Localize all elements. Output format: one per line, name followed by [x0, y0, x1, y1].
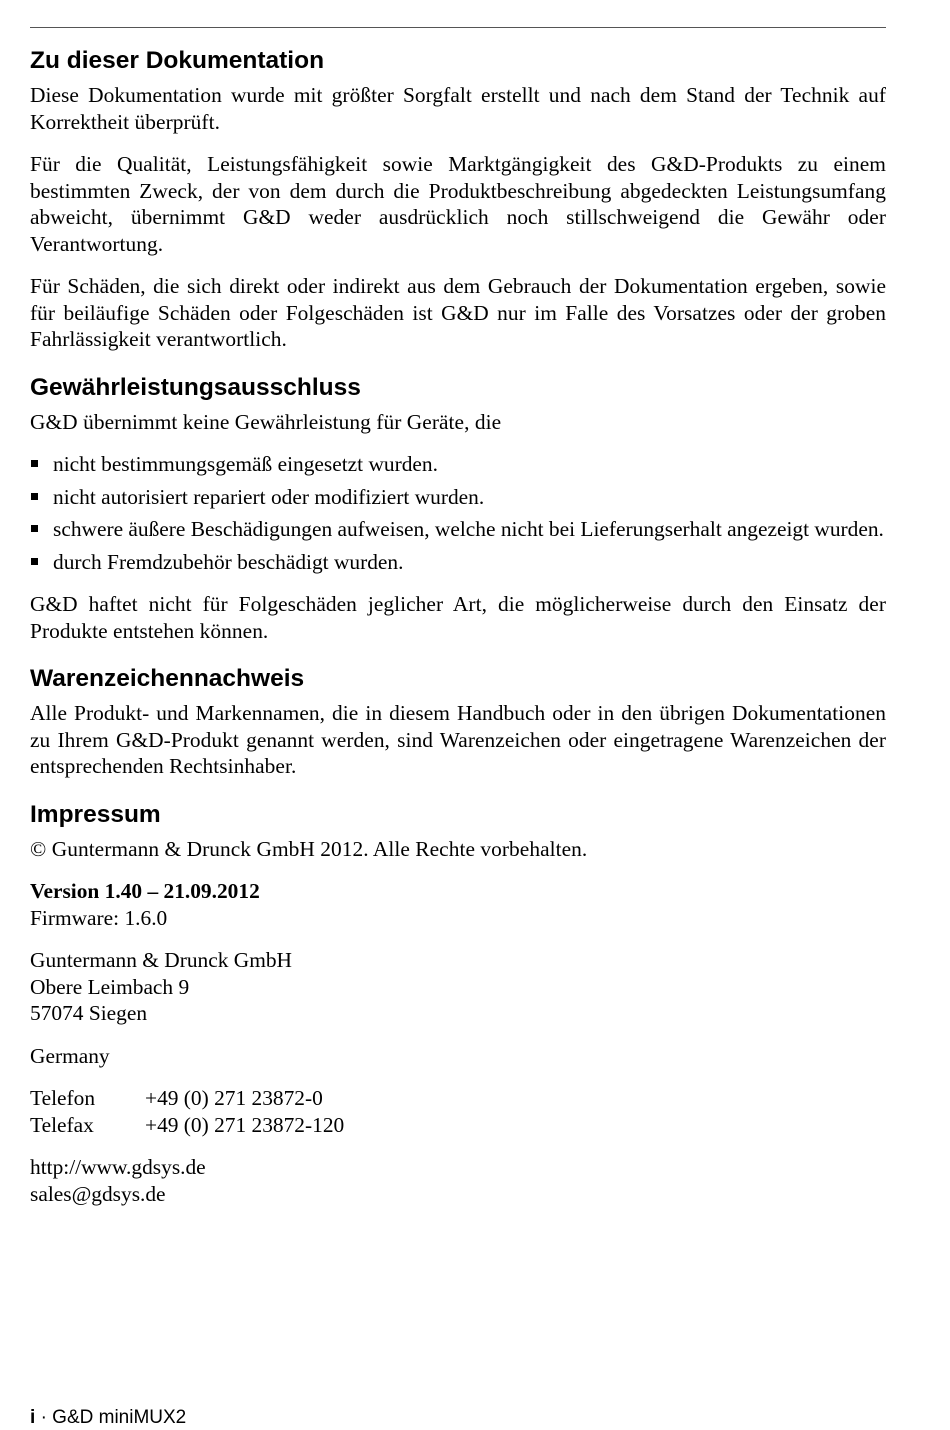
- list-item: durch Fremdzubehör beschädigt wurden.: [30, 549, 886, 576]
- bullet-icon: [31, 525, 38, 532]
- page-number: i: [30, 1407, 36, 1428]
- bullet-icon: [31, 558, 38, 565]
- city: 57074 Siegen: [30, 1001, 148, 1025]
- website-link[interactable]: http://www.gdsys.de: [30, 1155, 206, 1179]
- paragraph: G&D übernimmt keine Gewährleistung für Geräte, die: [30, 409, 502, 434]
- paragraph: Alle Produkt- und Markennamen, die in diesem Handbuch oder in den übrigen Dokumentationen zu Ihrem G&D-Produkt genannt werden, sind Warenzeichen oder eingetragene Warenzeichen der entsprechenden Rechtsinhaber.: [30, 701, 886, 778]
- section-title-documentation: Zu dieser Dokumentation: [30, 47, 325, 74]
- list-item: nicht bestimmungsgemäß eingesetzt wurden.: [30, 451, 886, 478]
- bullet-icon: [31, 493, 38, 500]
- address-block: [30, 947, 886, 1027]
- section-title-imprint: Impressum: [30, 800, 161, 828]
- list-item: schwere äußere Beschädigungen aufweisen, welche nicht bei Lieferungserhalt angezeigt wurden.: [30, 516, 886, 543]
- phone-row: [30, 1085, 886, 1112]
- paragraph: Diese Dokumentation wurde mit größter Sorgfalt erstellt und nach dem Stand der Technik auf Korrektheit überprüft.: [30, 83, 886, 134]
- version-block: [30, 878, 886, 931]
- paragraph: Für Schäden, die sich direkt oder indirekt aus dem Gebrauch der Dokumentation ergeben, sowie für beiläufige Schäden oder Folgeschäden ist G&D nur im Falle des Vorsatzes oder der groben Fahrlässigkeit verantwortlich.: [30, 274, 886, 351]
- version-text: Version 1.40 – 21.09.2012: [30, 879, 260, 903]
- paragraph: Für die Qualität, Leistungsfähigkeit sowie Marktgängigkeit des G&D-Produkts zu einem bestimmten Zweck, der von dem durch die Produktbeschreibung abgedeckten Leistungsumfang abweicht, übernimmt G&D weder ausdrücklich noch stillschweigend die Gewähr oder Verantwortung.: [30, 152, 886, 256]
- contact-block: [30, 1085, 886, 1138]
- phone-label: Telefon: [30, 1086, 96, 1110]
- web-block: [30, 1154, 886, 1207]
- product-name: G&D miniMUX2: [52, 1407, 187, 1428]
- copyright-text: © Guntermann & Drunck GmbH 2012. Alle Rechte vorbehalten.: [30, 836, 588, 861]
- bullet-icon: [31, 460, 38, 467]
- firmware-text: Firmware: 1.6.0: [30, 905, 168, 930]
- phone-number: +49 (0) 271 23872-0: [145, 1086, 323, 1110]
- footer-separator: ·: [40, 1407, 47, 1428]
- header-rule: [30, 27, 886, 28]
- country-block: [30, 1043, 886, 1070]
- paragraph: G&D haftet nicht für Folgeschäden jeglicher Art, die möglicherweise durch den Einsatz der Produkte entstehen können.: [30, 592, 886, 643]
- warranty-list: [30, 451, 886, 575]
- company-name: Guntermann & Drunck GmbH: [30, 948, 292, 972]
- street: Obere Leimbach 9: [30, 974, 190, 999]
- page-footer: [30, 1406, 186, 1430]
- country: Germany: [30, 1043, 110, 1068]
- fax-number: +49 (0) 271 23872-120: [145, 1112, 345, 1137]
- fax-row: [30, 1112, 886, 1139]
- list-item: nicht autorisiert repariert oder modifiziert wurden.: [30, 484, 886, 511]
- section-title-warranty: Gewährleistungsausschluss: [30, 373, 361, 401]
- email-link[interactable]: sales@gdsys.de: [30, 1181, 166, 1206]
- section-title-trademark: Warenzeichennachweis: [30, 665, 305, 692]
- fax-label: Telefax: [30, 1112, 94, 1137]
- document-body: [30, 46, 886, 1223]
